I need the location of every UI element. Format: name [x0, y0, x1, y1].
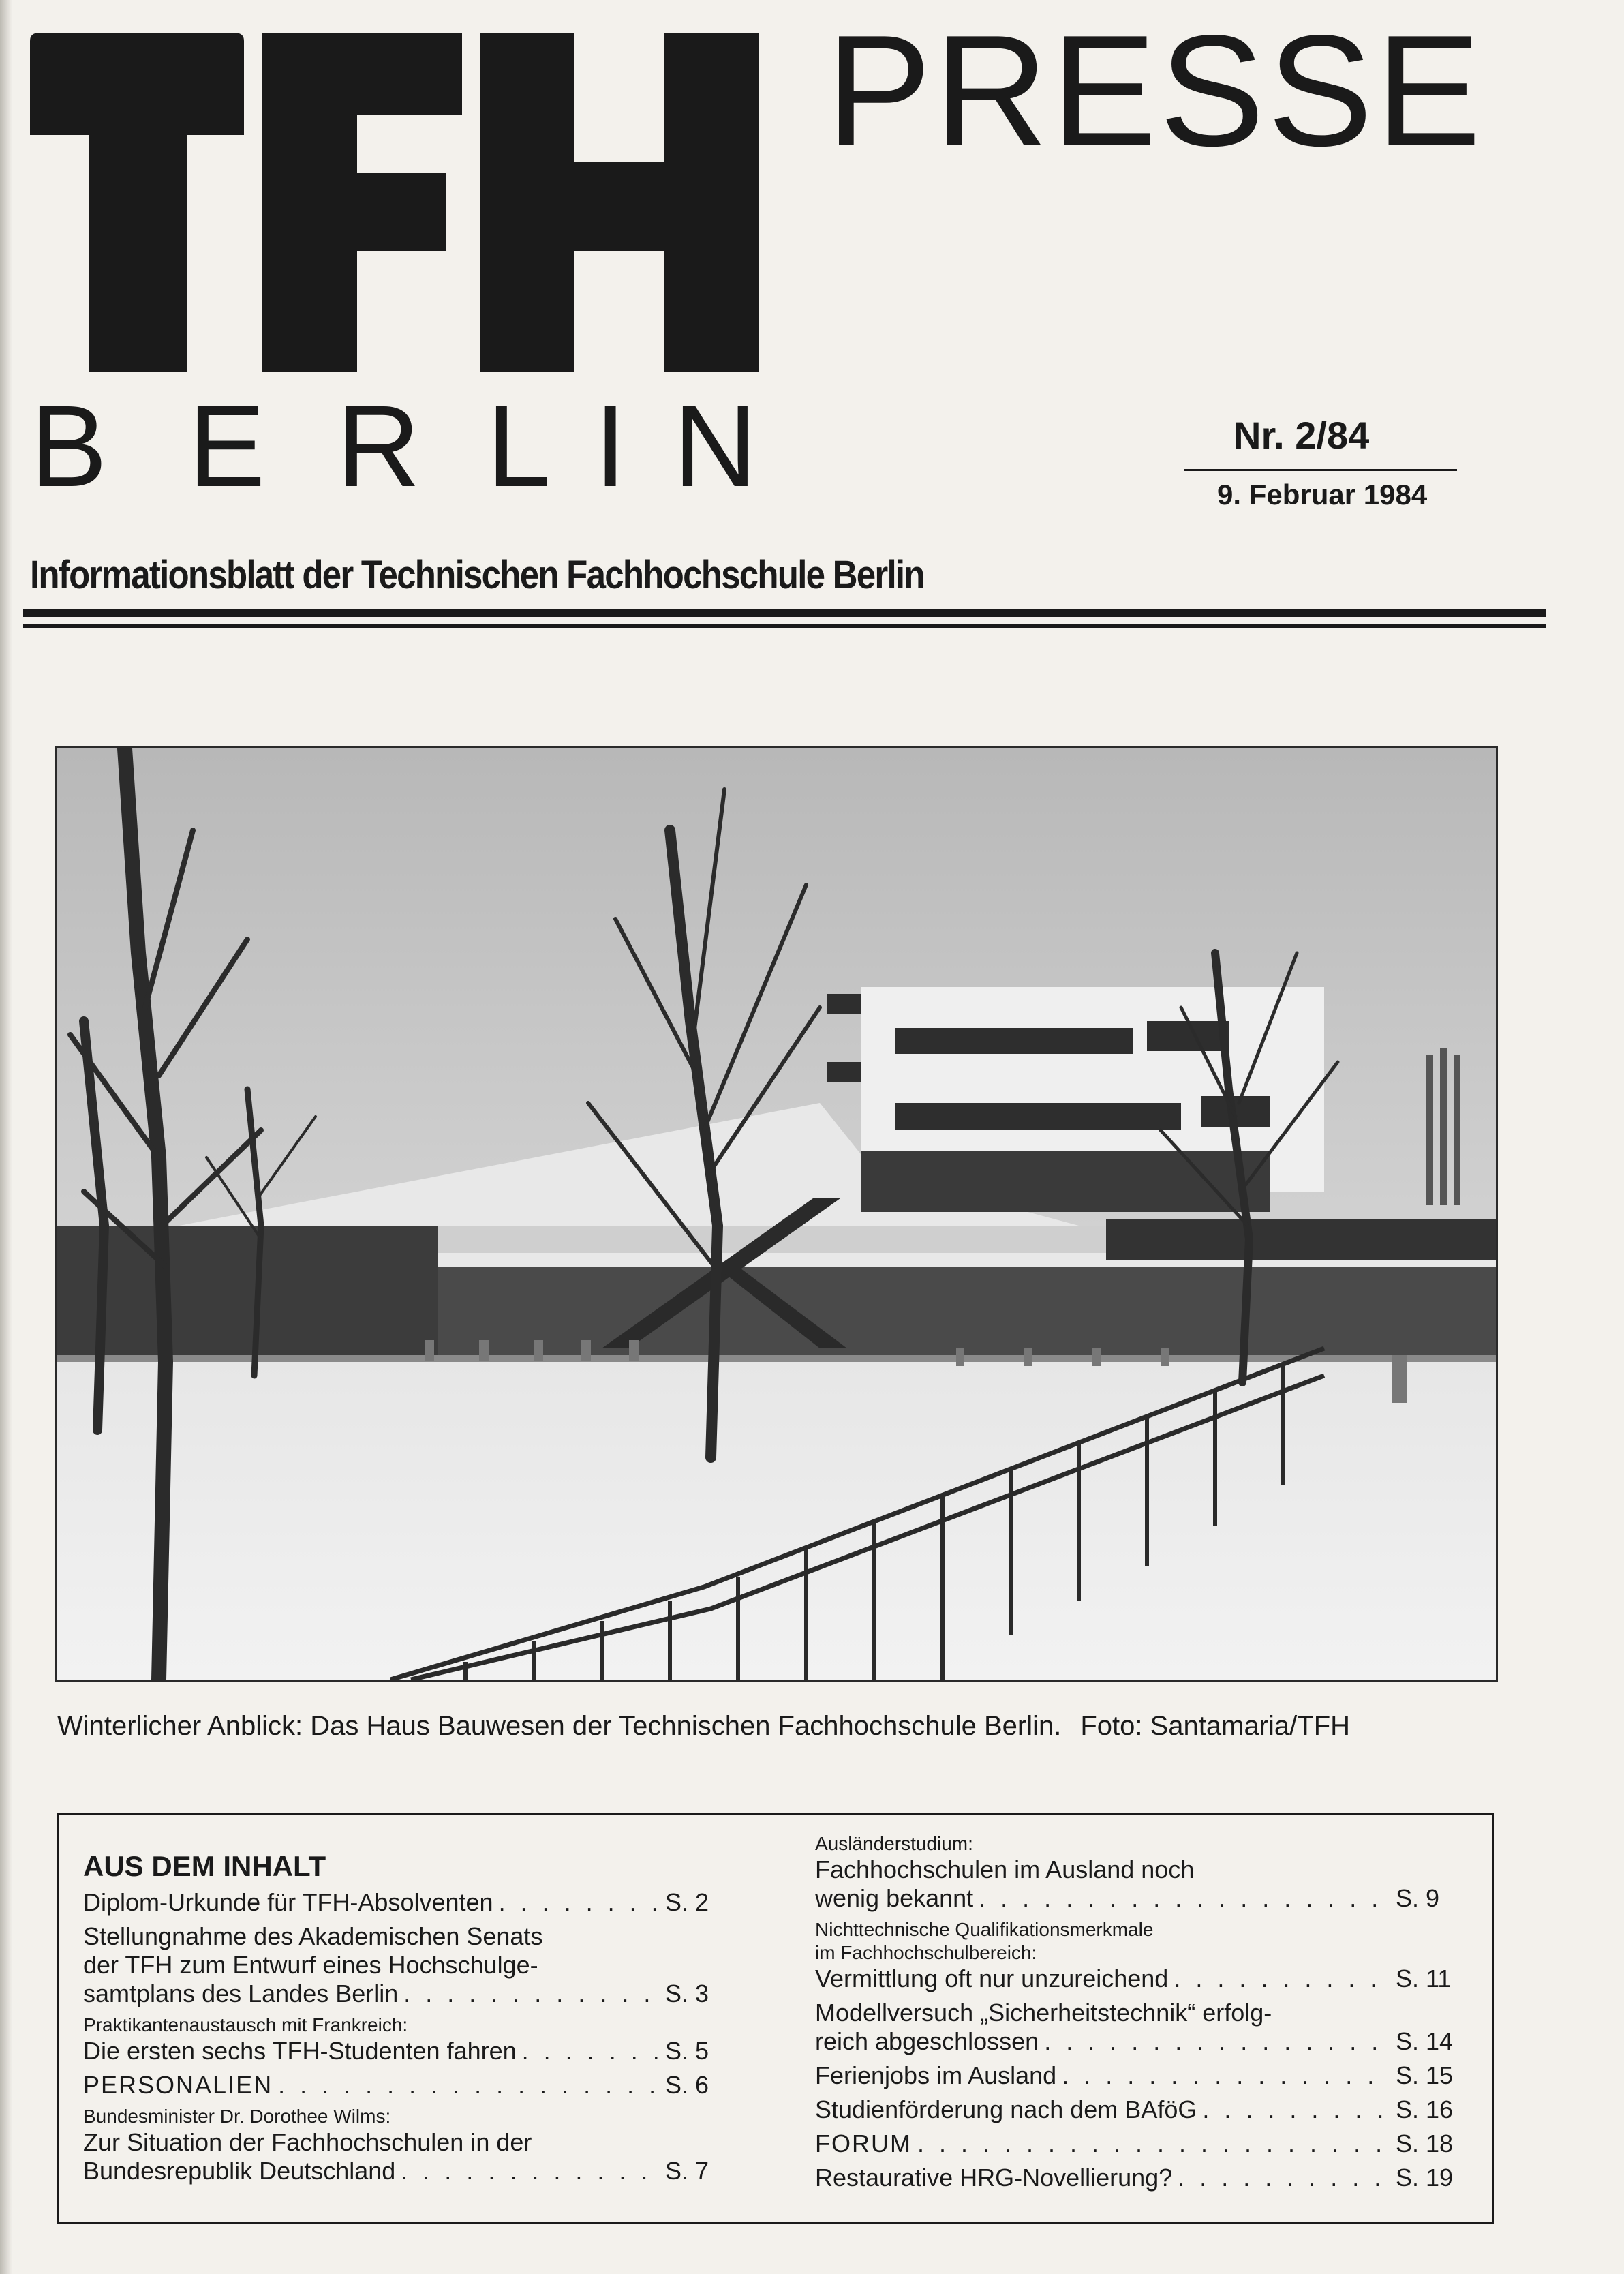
city-letter: R	[337, 382, 420, 511]
toc-entry-kicker: Bundesminister Dr. Dorothee Wilms:	[83, 2106, 391, 2127]
toc-page-ref: S. 2	[665, 1888, 709, 1916]
toc-entry-title: der TFH zum Entwurf eines Hochschulge-	[83, 1951, 538, 1979]
toc-page-ref: S. 16	[1396, 2095, 1454, 2123]
toc-entry[interactable]	[815, 2164, 1461, 2192]
toc-entry-title: Vermittlung oft nur unzureichend	[815, 1965, 1169, 1992]
masthead-rule-thin	[23, 624, 1546, 628]
masthead-city	[30, 382, 759, 511]
toc-page-ref: S. 7	[665, 2157, 709, 2185]
toc-entry-title: Stellungnahme des Akademischen Senats	[83, 1922, 543, 1950]
masthead-rule-thick	[23, 609, 1546, 617]
toc-entry-title: Bundesrepublik Deutschland	[83, 2157, 396, 2185]
toc-entry-title: Ferienjobs im Ausland	[815, 2061, 1057, 2089]
toc-entry[interactable]	[83, 2014, 731, 2065]
toc-entry-title: Fachhochschulen im Ausland noch	[815, 1855, 1195, 1883]
toc-page-ref: S. 3	[665, 1980, 709, 2007]
city-letter: L	[487, 382, 551, 511]
toc-entry[interactable]	[83, 1888, 731, 1917]
contents-column-right	[815, 1832, 1461, 2198]
toc-entry-title: wenig bekannt	[815, 1884, 974, 1912]
contents-column-left	[83, 1847, 731, 2191]
issue-date: 9. Februar 1984	[1217, 479, 1428, 511]
toc-entry-title: PERSONALIEN	[83, 2071, 273, 2099]
masthead-subtitle: Informationsblatt der Technischen Fachhochschule Berlin	[30, 553, 924, 597]
toc-entry-title: Diplom-Urkunde für TFH-Absolventen	[83, 1888, 493, 1916]
city-letter: I	[594, 382, 627, 511]
toc-page-ref: S. 9	[1396, 1884, 1440, 1912]
toc-page-ref: S. 6	[665, 2071, 709, 2099]
toc-entry[interactable]	[815, 2129, 1461, 2158]
toc-entry[interactable]	[83, 2071, 731, 2099]
toc-entry[interactable]	[815, 2095, 1461, 2124]
toc-page-ref: S. 14	[1396, 2027, 1454, 2055]
page-spine-shadow	[0, 0, 12, 2274]
toc-entry[interactable]	[815, 1918, 1461, 1993]
photo-caption	[57, 1711, 1350, 1742]
issue-divider	[1184, 469, 1457, 471]
toc-entry[interactable]	[83, 1922, 731, 2008]
toc-entry-title: Studienförderung nach dem BAföG	[815, 2095, 1197, 2123]
photo-credit: Foto: Santamaria/TFH	[1080, 1711, 1351, 1741]
toc-entry-kicker: Ausländerstudium:	[815, 1833, 973, 1854]
toc-entry-title: Zur Situation der Fachhochschulen in der	[83, 2128, 532, 2156]
masthead-title: PRESSE	[826, 3, 1484, 179]
toc-entry[interactable]	[815, 2061, 1461, 2090]
issue-number: Nr. 2/84	[1234, 414, 1370, 457]
toc-entry[interactable]	[83, 2105, 731, 2185]
tfh-logo	[30, 33, 759, 372]
toc-page-ref: S. 11	[1396, 1965, 1452, 1992]
toc-entry-title: samtplans des Landes Berlin	[83, 1980, 399, 2007]
toc-entry-title: Restaurative HRG-Novellierung?	[815, 2164, 1173, 2192]
toc-entry-title: FORUM	[815, 2129, 912, 2157]
city-letter: N	[673, 382, 757, 511]
toc-entry[interactable]	[815, 1999, 1461, 2056]
toc-entry-kicker: Praktikantenaustausch mit Frankreich:	[83, 2014, 408, 2035]
toc-entry-title: reich abgeschlossen	[815, 2027, 1039, 2055]
city-letter: E	[188, 382, 266, 511]
toc-entry-kicker: im Fachhochschulbereich:	[815, 1942, 1037, 1963]
toc-entry-kicker: Nichttechnische Qualifikationsmerkmale	[815, 1919, 1154, 1940]
toc-entry[interactable]	[815, 1832, 1461, 1913]
contents-heading: AUS DEM INHALT	[83, 1850, 326, 1882]
city-letter: B	[30, 382, 108, 511]
caption-text: Winterlicher Anblick: Das Haus Bauwesen der Technischen Fachhochschule Berlin.	[57, 1711, 1062, 1741]
toc-entry-title: Modellversuch „Sicherheitstechnik“ erfolg-	[815, 1999, 1272, 2027]
winter-campus-illustration	[57, 748, 1496, 1680]
toc-page-ref: S. 15	[1396, 2061, 1454, 2089]
toc-page-ref: S. 19	[1396, 2164, 1454, 2192]
toc-page-ref: S. 5	[665, 2037, 709, 2065]
cover-photo	[55, 746, 1498, 1682]
toc-entry-title: Die ersten sechs TFH-Studenten fahren	[83, 2037, 517, 2065]
toc-page-ref: S. 18	[1396, 2129, 1454, 2157]
